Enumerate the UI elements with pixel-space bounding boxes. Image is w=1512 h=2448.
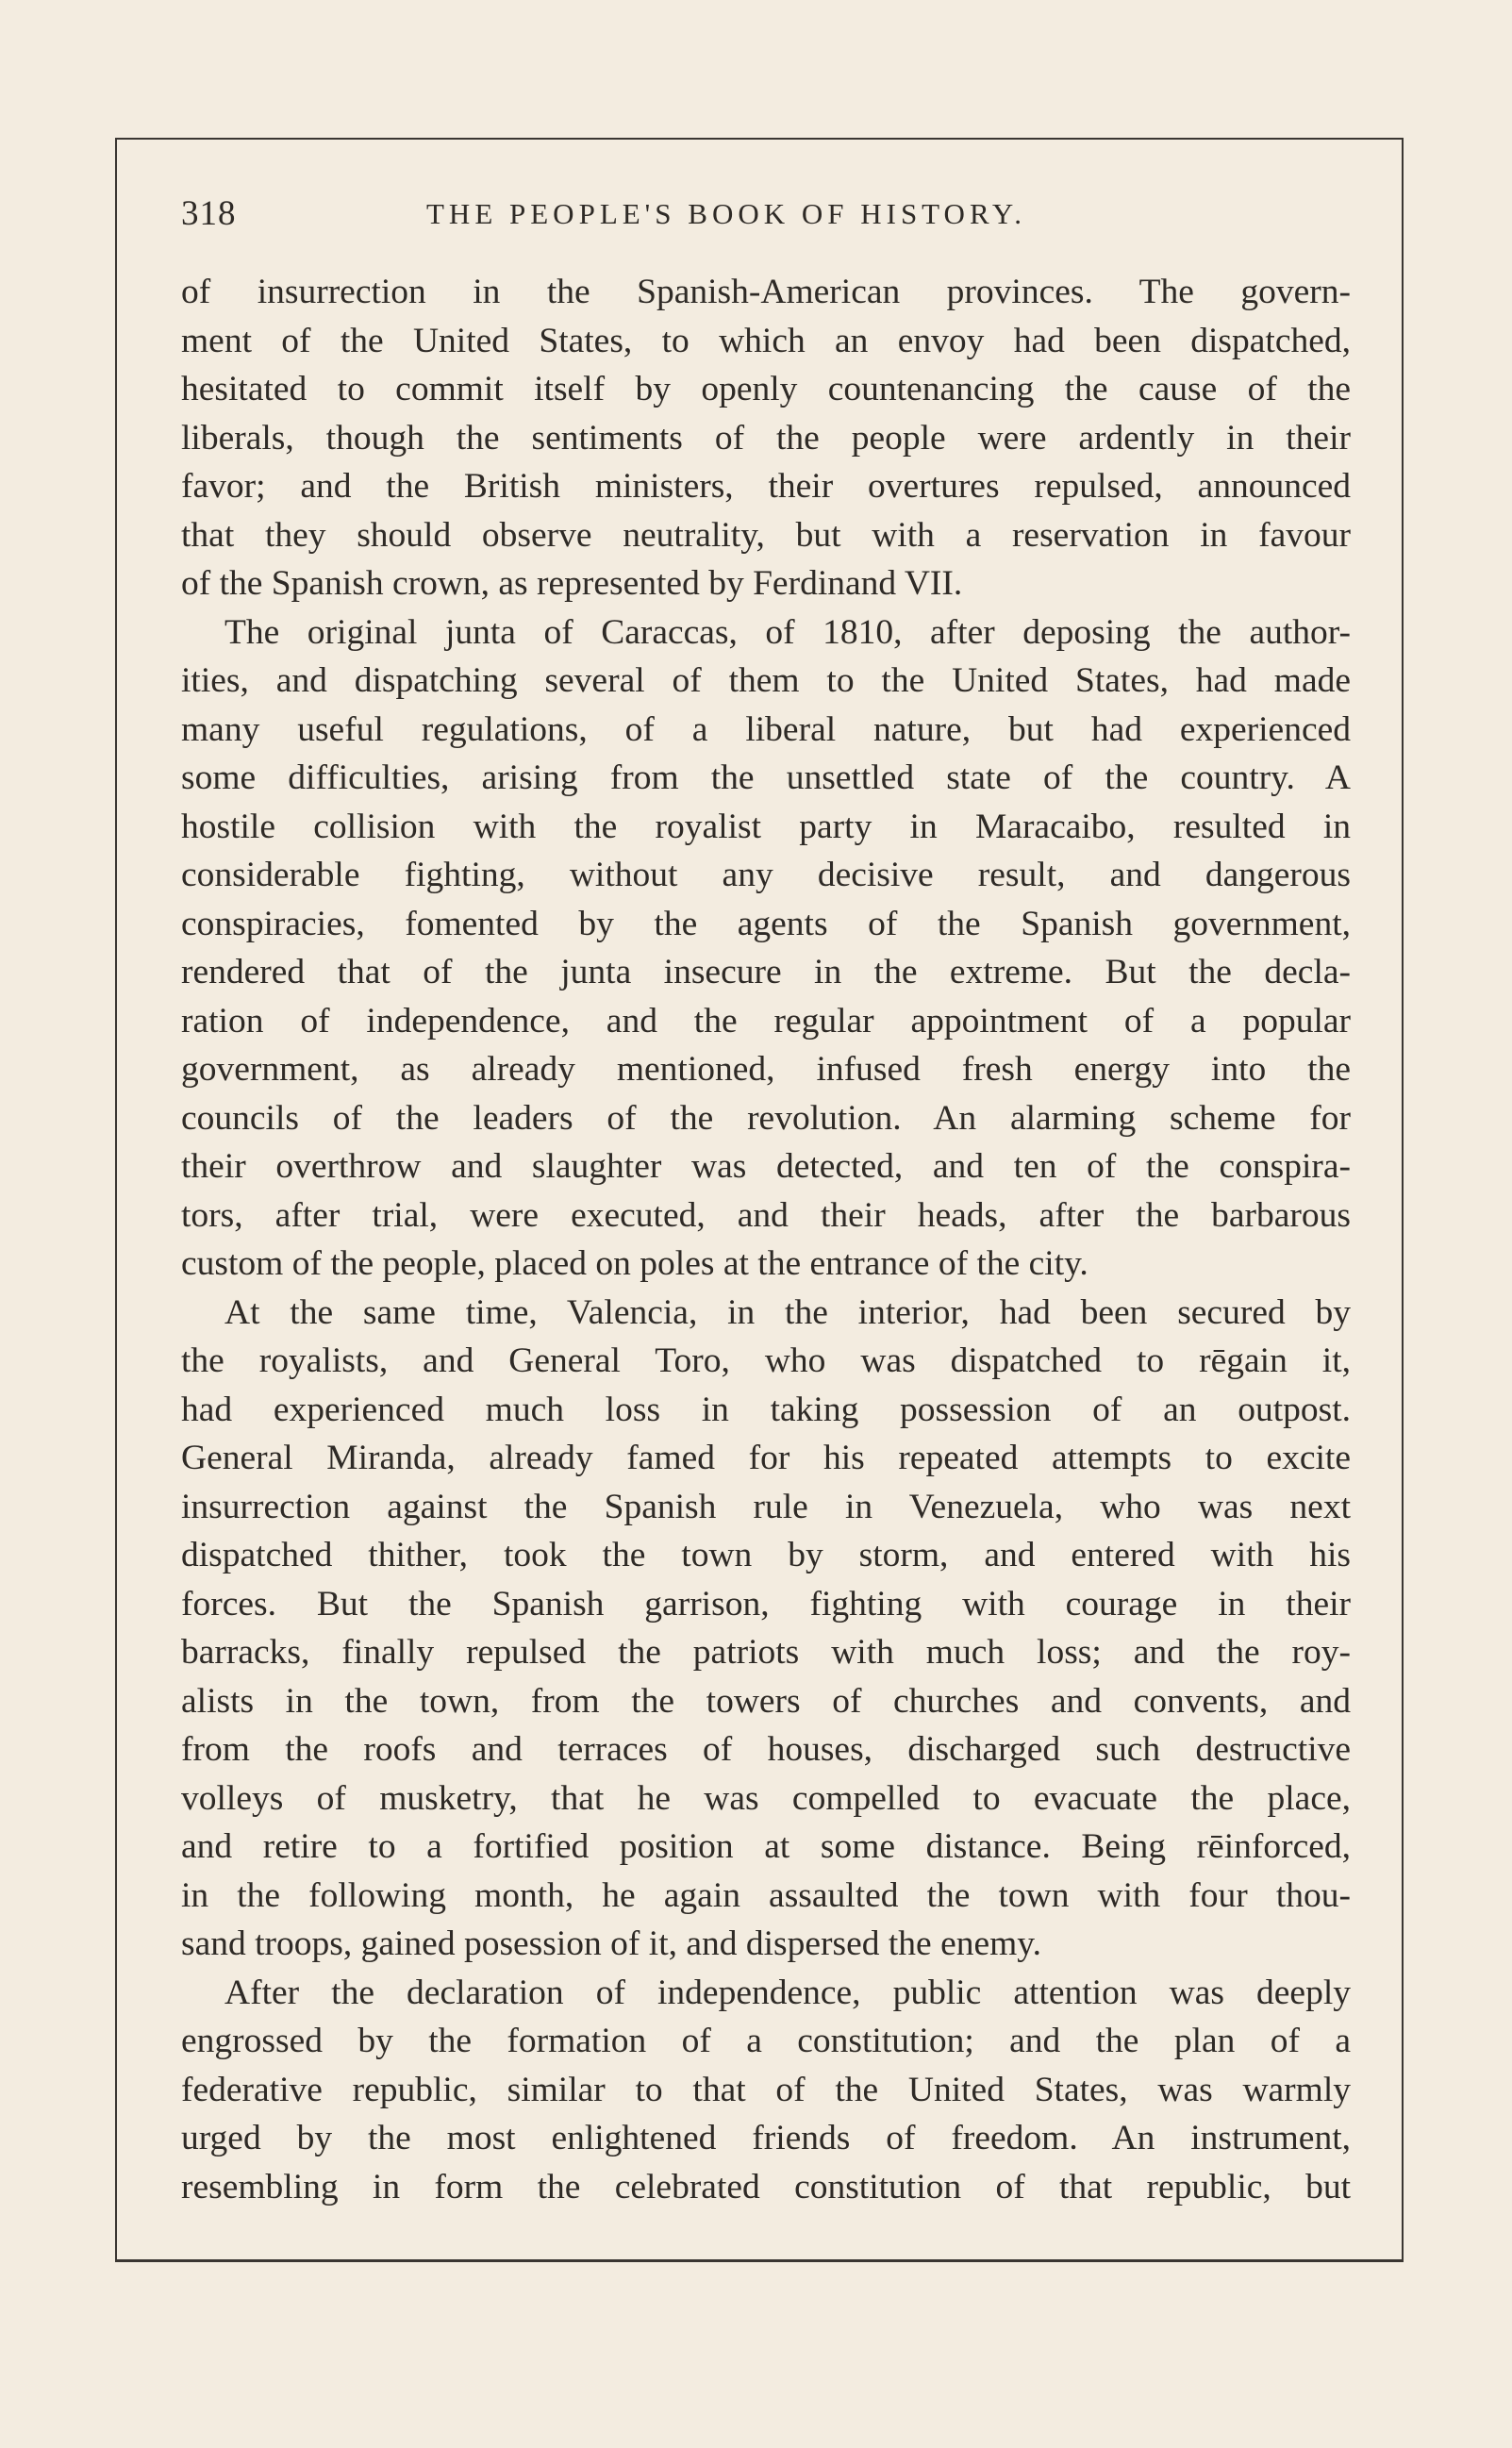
paragraph-start-line: At the same time, Valencia, in the interior, had been secured by <box>224 1292 1351 1332</box>
text-line: councils of the leaders of the revolution. An alarming scheme for <box>181 1098 1351 1138</box>
text-line: rendered that of the junta insecure in the extreme. But the decla- <box>181 953 1351 991</box>
page-number: 318 <box>181 194 237 233</box>
text-line: hesitated to commit itself by openly countenancing the cause of the <box>181 370 1351 408</box>
text-line: from the roofs and terraces of houses, discharged such destructive <box>181 1730 1351 1769</box>
body-text <box>181 268 1351 2211</box>
text-line: conspiracies, fomented by the agents of the Spanish government, <box>181 904 1351 943</box>
text-line: custom of the people, placed on poles at the entrance of the city. <box>181 1244 1088 1283</box>
text-line: barracks, finally repulsed the patriots with much loss; and the roy- <box>181 1633 1351 1672</box>
text-line: General Miranda, already famed for his repeated attempts to excite <box>181 1439 1351 1477</box>
paragraph-start-line: The original junta of Caraccas, of 1810, after deposing the author- <box>224 612 1351 652</box>
text-line: forces. But the Spanish garrison, fighting with courage in their <box>181 1584 1351 1624</box>
text-line: that they should observe neutrality, but with a reservation in favour <box>181 515 1351 555</box>
text-line: ities, and dispatching several of them to the United States, had made <box>181 661 1351 700</box>
text-line: considerable fighting, without any decisive result, and dangerous <box>181 856 1351 894</box>
text-line: favor; and the British ministers, their overtures repulsed, announced <box>181 467 1351 506</box>
text-line: federative republic, similar to that of the United States, was warmly <box>181 2070 1351 2109</box>
text-line: had experienced much loss in taking possession of an outpost. <box>181 1390 1351 1429</box>
text-line: liberals, though the sentiments of the people were ardently in their <box>181 418 1351 458</box>
text-line: sand troops, gained posession of it, and dispersed the enemy. <box>181 1924 1041 1963</box>
text-line: many useful regulations, of a liberal nature, but had experienced <box>181 709 1351 749</box>
book-title-header: THE PEOPLE'S BOOK OF HISTORY. <box>426 197 1027 230</box>
text-line: volleys of musketry, that he was compelled to evacuate the place, <box>181 1778 1351 1818</box>
text-line: government, as already mentioned, infused fresh energy into the <box>181 1050 1351 1089</box>
text-line: dispatched thither, took the town by storm, and entered with his <box>181 1536 1351 1574</box>
text-line: the royalists, and General Toro, who was dispatched to rēgain it, <box>181 1341 1351 1380</box>
text-line: and retire to a fortified position at some distance. Being rēinforced, <box>181 1827 1351 1866</box>
text-line: of insurrection in the Spanish-American provinces. The govern- <box>181 273 1351 311</box>
text-line: some difficulties, arising from the unsettled state of the country. A <box>181 758 1351 797</box>
text-line: ration of independence, and the regular appointment of a popular <box>181 1001 1351 1041</box>
paragraph-start-line: After the declaration of independence, public attention was deeply <box>224 1973 1351 2012</box>
text-line: of the Spanish crown, as represented by Ferdinand VII. <box>181 564 963 603</box>
text-line: alists in the town, from the towers of churches and convents, and <box>181 1681 1351 1721</box>
text-line: tors, after trial, were executed, and their heads, after the barbarous <box>181 1195 1351 1235</box>
text-line: urged by the most enlightened friends of freedom. An instrument, <box>181 2119 1351 2157</box>
text-line: engrossed by the formation of a constitution; and the plan of a <box>181 2022 1351 2060</box>
text-line: resembling in form the celebrated constitution of that republic, but <box>181 2167 1351 2207</box>
text-line: hostile collision with the royalist party in Maracaibo, resulted in <box>181 807 1351 846</box>
text-line: in the following month, he again assaulted the town with four thou- <box>181 1875 1351 1915</box>
text-line: ment of the United States, to which an envoy had been dispatched, <box>181 321 1351 360</box>
running-head <box>181 193 1351 241</box>
text-line: insurrection against the Spanish rule in Venezuela, who was next <box>181 1487 1351 1526</box>
text-line: their overthrow and slaughter was detected, and ten of the conspira- <box>181 1147 1351 1186</box>
